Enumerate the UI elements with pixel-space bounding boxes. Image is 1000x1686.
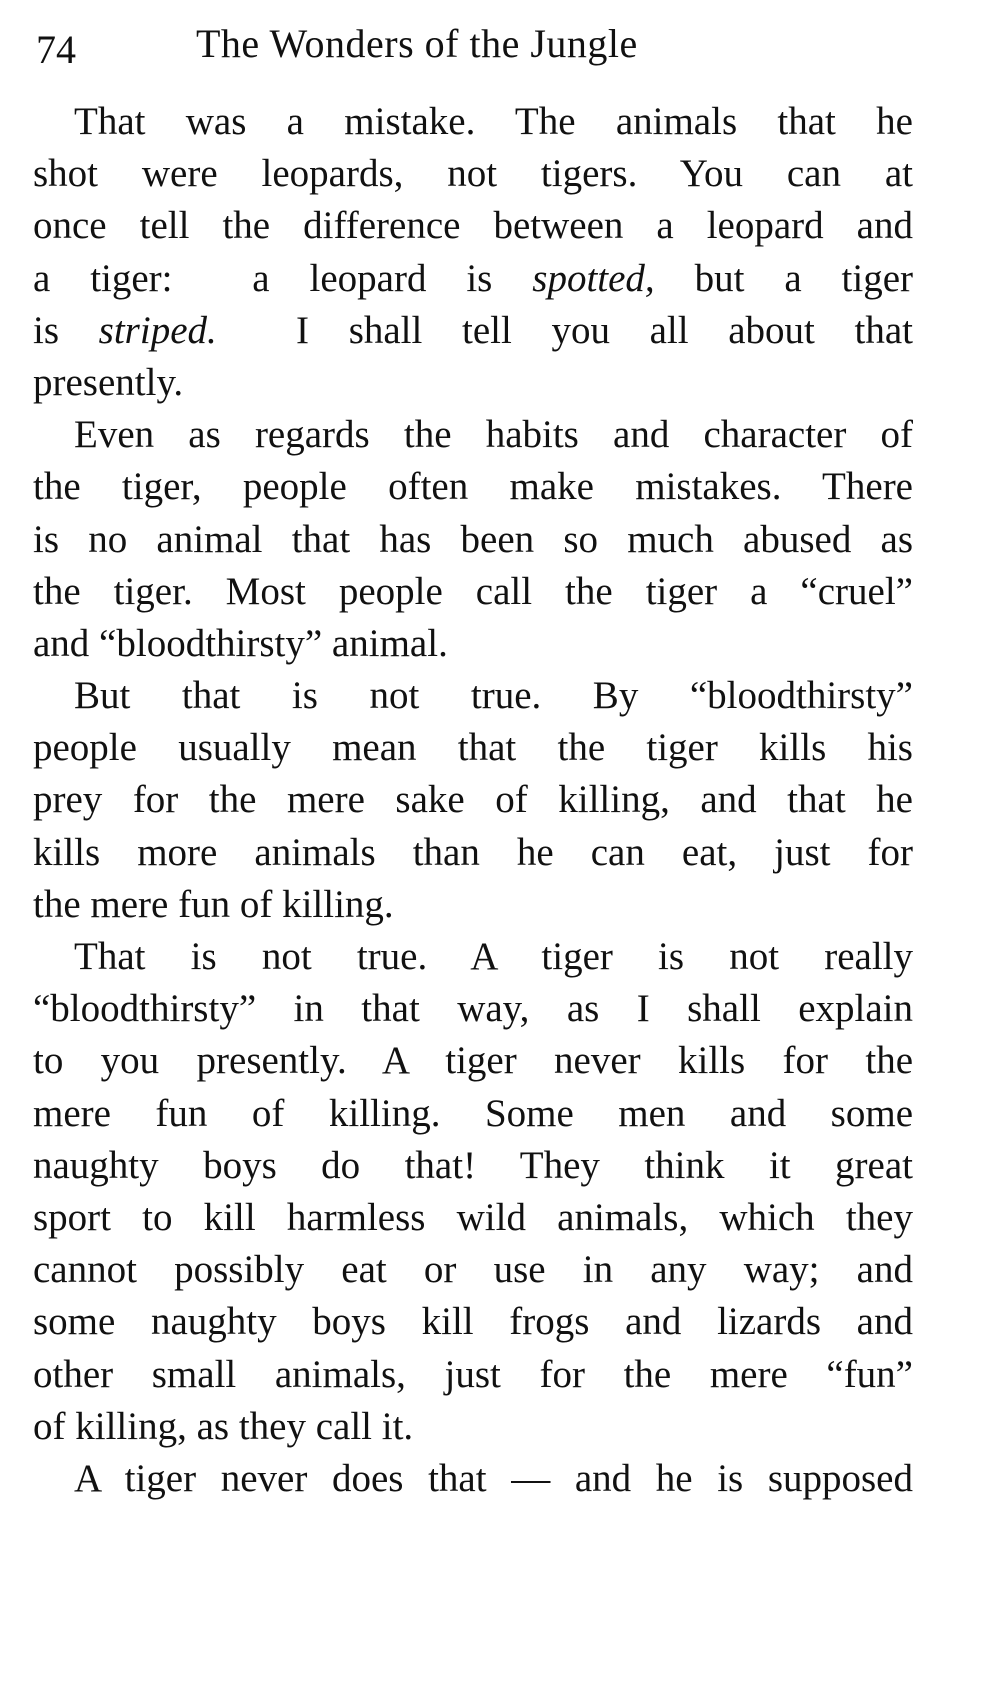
text-run: a tiger: a leopard is — [33, 256, 533, 300]
italic-text: striped. — [98, 308, 217, 352]
text-line: kills more animals than he can eat, just for — [33, 830, 913, 874]
text-line: sport to kill harmless wild animals, which they — [33, 1195, 913, 1239]
body-text — [33, 96, 913, 1505]
text-line: people usually mean that the tiger kills his — [33, 726, 913, 770]
text-line — [33, 305, 913, 357]
paragraph — [33, 96, 913, 409]
text-run: is — [33, 308, 99, 352]
text-line: the tiger. Most people call the tiger a “cruel” — [33, 569, 913, 613]
text-line: That was a mistake. The animals that he — [74, 100, 913, 143]
paragraph — [33, 670, 913, 931]
text-line: Even as regards the habits and character of — [74, 413, 913, 457]
text-line: prey for the mere sake of killing, and that he — [33, 778, 913, 822]
text-line: That is not true. A tiger is not really — [74, 935, 913, 978]
text-line: once tell the difference between a leopard and — [33, 204, 913, 248]
paragraph — [33, 409, 913, 670]
text-line: to you presently. A tiger never kills for the — [33, 1039, 913, 1083]
text-line: of killing, as they call it. — [33, 1404, 414, 1448]
text-line: and “bloodthirsty” animal. — [33, 621, 448, 665]
italic-text: spotted, — [532, 256, 655, 300]
text-line — [33, 253, 913, 305]
text-line: shot were leopards, not tigers. You can at — [33, 152, 913, 196]
text-line: is no animal that has been so much abused as — [33, 517, 913, 561]
page-number: 74 — [36, 27, 76, 72]
text-line: A tiger never does that — and he is supposed — [74, 1456, 913, 1500]
text-line: cannot possibly eat or use in any way; and — [33, 1248, 913, 1292]
text-line: presently. — [33, 360, 184, 404]
text-line: mere fun of killing. Some men and some — [33, 1091, 913, 1135]
text-run: I shall tell you all about that — [216, 308, 914, 352]
text-line: the tiger, people often make mistakes. There — [33, 465, 913, 509]
text-line: naughty boys do that! They think it great — [33, 1143, 913, 1187]
text-line: “bloodthirsty” in that way, as I shall explain — [33, 987, 913, 1031]
text-line: But that is not true. By “bloodthirsty” — [74, 674, 913, 718]
page-header — [36, 12, 916, 76]
text-run: but a tiger — [654, 256, 913, 300]
text-line: the mere fun of killing. — [33, 882, 394, 926]
paragraph — [33, 931, 913, 1453]
text-line: some naughty boys kill frogs and lizards and — [33, 1300, 913, 1344]
paragraph — [33, 1453, 913, 1505]
text-line: other small animals, just for the mere “fun” — [33, 1352, 913, 1396]
running-title: The Wonders of the Jungle — [196, 21, 638, 66]
